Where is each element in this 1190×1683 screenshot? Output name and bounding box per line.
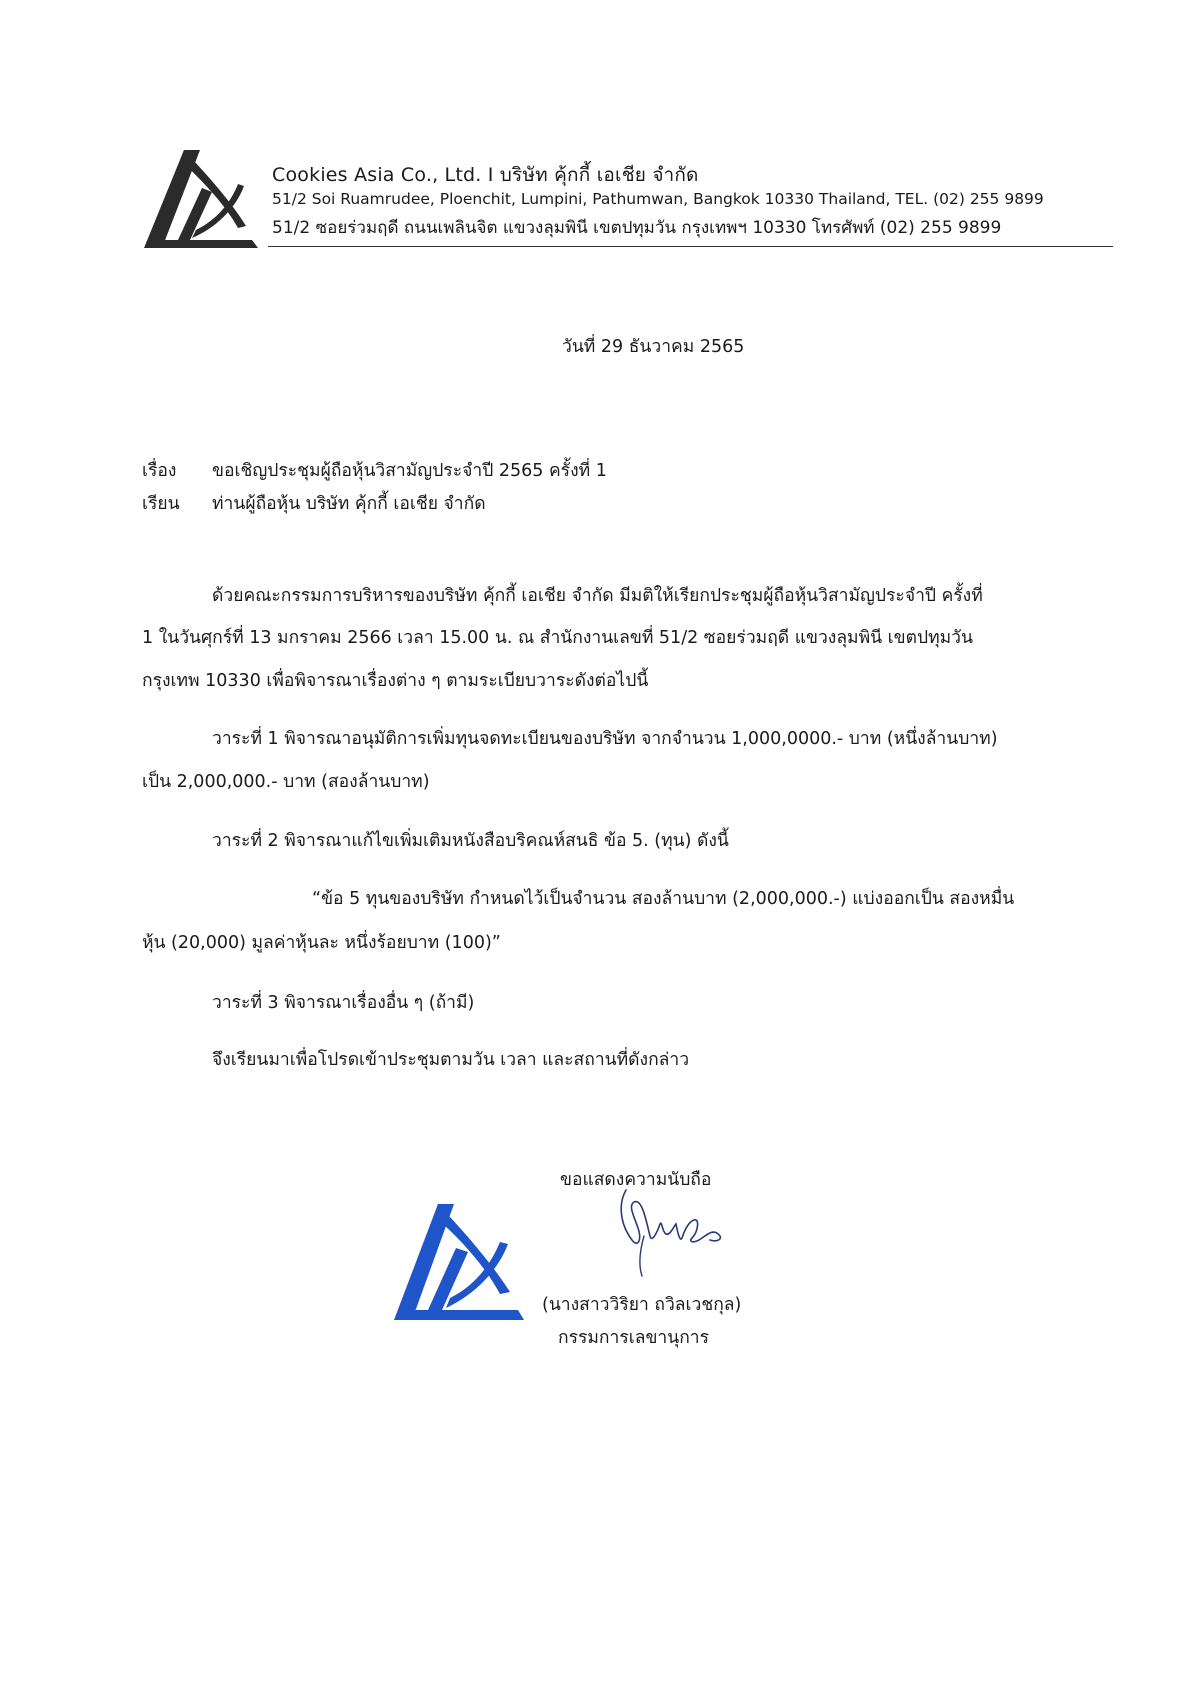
company-stamp-logo	[388, 1200, 528, 1328]
company-name: Cookies Asia Co., Ltd. I บริษัท คุ้กกี้ เอเชีย จำกัด	[272, 164, 699, 186]
quote-line-2: หุ้น (20,000) มูลค่าหุ้นละ หนึ่งร้อยบาท (100)”	[142, 933, 501, 953]
company-address-th: 51/2 ซอยร่วมฤดี ถนนเพลินจิต แขวงลุมพินี เขตปทุมวัน กรุงเทพฯ 10330 โทรศัพท์ (02) 255 9899	[272, 218, 1002, 238]
intro-line-1: ด้วยคณะกรรมการบริหารของบริษัท คุ้กกี้ เอเชีย จำกัด มีมติให้เรียกประชุมผู้ถือหุ้นวิสามัญประจำปี ครั้งที่	[212, 586, 983, 606]
recipient-label: เรียน	[142, 494, 180, 514]
intro-line-2: 1 ในวันศุกร์ที่ 13 มกราคม 2566 เวลา 15.00 น. ณ สำนักงานเลขที่ 51/2 ซอยร่วมฤดี แขวงลุมพินี เขตปทุมวัน	[142, 628, 973, 648]
letter-date: วันที่ 29 ธันวาคม 2565	[562, 337, 745, 357]
company-address-en: 51/2 Soi Ruamrudee, Ploenchit, Lumpini, Pathumwan, Bangkok 10330 Thailand, TEL. (02) 255 9899	[272, 190, 1044, 208]
handwritten-signature	[598, 1180, 738, 1280]
signatory-name: (นางสาววิริยา ถวิลเวชกุล)	[542, 1295, 742, 1315]
signatory-title: กรรมการเลขานุการ	[558, 1328, 710, 1348]
closing-text: จึงเรียนมาเพื่อโปรดเข้าประชุมตามวัน เวลา และสถานที่ดังกล่าว	[212, 1050, 690, 1070]
recipient-text: ท่านผู้ถือหุ้น บริษัท คุ้กกี้ เอเชีย จำกัด	[212, 494, 486, 514]
subject-text: ขอเชิญประชุมผู้ถือหุ้นวิสามัญประจำปี 2565 ครั้งที่ 1	[212, 461, 607, 481]
agenda-3: วาระที่ 3 พิจารณาเรื่องอื่น ๆ (ถ้ามี)	[212, 993, 475, 1013]
letterhead-divider	[268, 246, 1113, 247]
intro-line-3: กรุงเทพ 10330 เพื่อพิจารณาเรื่องต่าง ๆ ตามระเบียบวาระดังต่อไปนี้	[142, 671, 649, 691]
regards-text: ขอแสดงความนับถือ	[560, 1170, 712, 1190]
quote-line-1: “ข้อ 5 ทุนของบริษัท กำหนดไว้เป็นจำนวน สองล้านบาท (2,000,000.-) แบ่งออกเป็น สองหมื่น	[312, 889, 1015, 909]
agenda-1-line-1: วาระที่ 1 พิจารณาอนุมัติการเพิ่มทุนจดทะเบียนของบริษัท จากจำนวน 1,000,0000.- บาท (หนึ่งล้านบาท)	[212, 729, 998, 749]
agenda-2: วาระที่ 2 พิจารณาแก้ไขเพิ่มเติมหนังสือบริคณห์สนธิ ข้อ 5. (ทุน) ดังนี้	[212, 831, 729, 851]
subject-label: เรื่อง	[142, 461, 177, 481]
company-logo	[140, 148, 262, 256]
agenda-1-line-2: เป็น 2,000,000.- บาท (สองล้านบาท)	[142, 772, 430, 792]
